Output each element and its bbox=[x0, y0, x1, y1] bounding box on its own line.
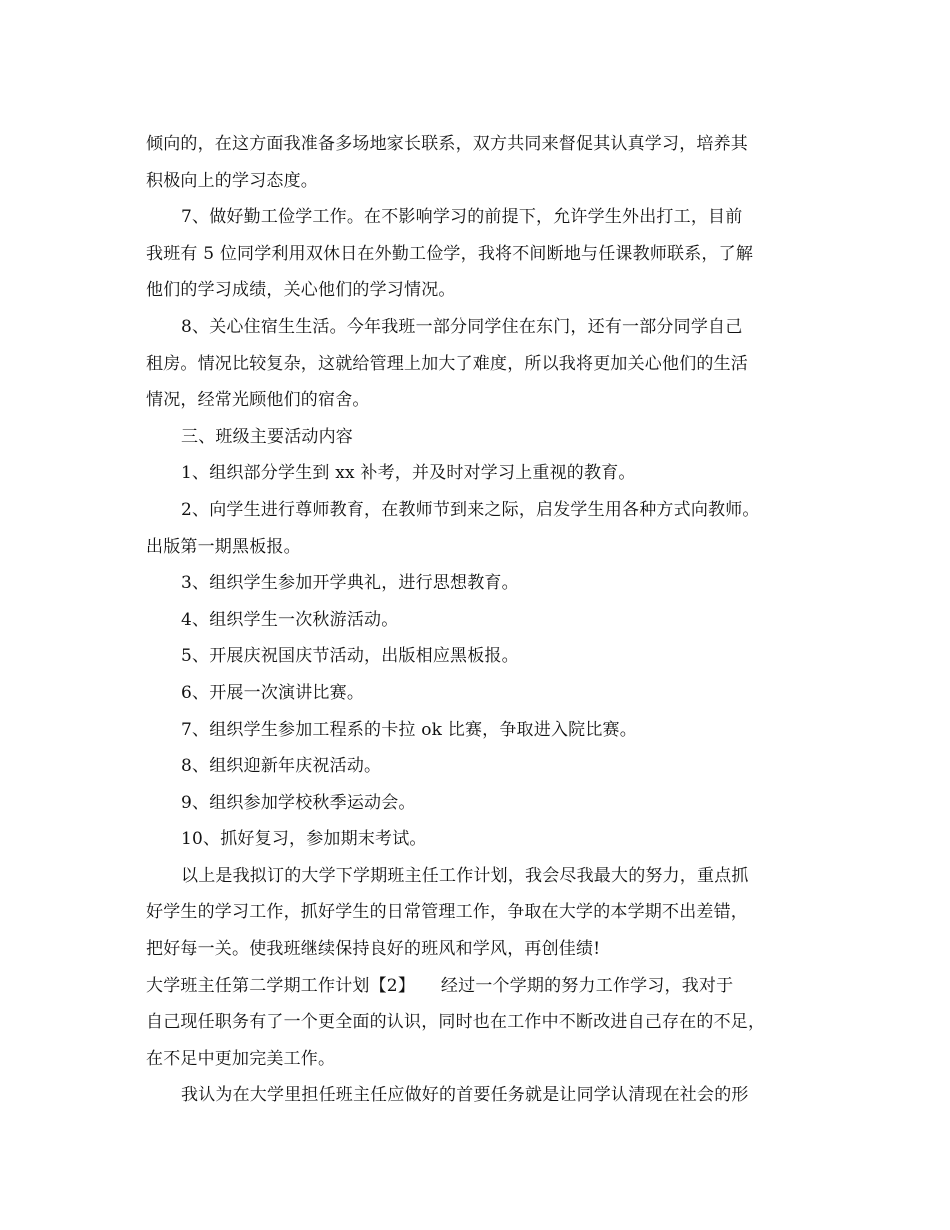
text-line: 自己现任职务有了一个更全面的认识，同时也在工作中不断改进自己存在的不足， bbox=[146, 1012, 766, 1033]
text-line: 7、做好勤工俭学工作。在不影响学习的前提下，允许学生外出打工，目前 bbox=[181, 207, 743, 228]
list-item: 7、组织学生参加工程系的卡拉 ok 比赛，争取进入院比赛。 bbox=[181, 719, 637, 740]
text-line: 以上是我拟订的大学下学期班主任工作计划，我会尽我最大的努力，重点抓 bbox=[181, 865, 749, 886]
text-line: 情况，经常光顾他们的宿舍。 bbox=[146, 390, 370, 411]
text-line: 积极向上的学习态度。 bbox=[146, 170, 318, 191]
text-line: 他们的学习成绩，关心他们的学习情况。 bbox=[146, 280, 456, 301]
list-item: 6、开展一次演讲比赛。 bbox=[181, 682, 365, 703]
list-item: 4、组织学生一次秋游活动。 bbox=[181, 609, 399, 630]
text-line: 倾向的，在这方面我准备多场地家长联系，双方共同来督促其认真学习，培养其 bbox=[146, 134, 748, 154]
text-line: 好学生的学习工作，抓好学生的日常管理工作，争取在大学的本学期不出差错， bbox=[146, 902, 748, 923]
document-body bbox=[146, 126, 816, 1114]
text-line: 8、关心住宿生生活。今年我班一部分同学住在东门，还有一部分同学自己 bbox=[181, 316, 743, 337]
list-item: 3、组织学生参加开学典礼，进行思想教育。 bbox=[181, 573, 519, 594]
text-line: 我认为在大学里担任班主任应做好的首要任务就是让同学认清现在社会的形 bbox=[181, 1085, 749, 1106]
list-item: 5、开展庆祝国庆节活动，出版相应黑板报。 bbox=[181, 646, 519, 667]
list-item: 2、向学生进行尊师教育，在教师节到来之际，启发学生用各种方式向教师。 bbox=[181, 499, 760, 520]
section-title-line: 大学班主任第二学期工作计划【2】 经过一个学期的努力工作学习，我对于 bbox=[146, 975, 734, 996]
text-line: 租房。情况比较复杂，这就给管理上加大了难度，所以我将更加关心他们的生活 bbox=[146, 353, 748, 374]
text-line: 在不足中更加完美工作。 bbox=[146, 1048, 336, 1069]
section-heading: 三、班级主要活动内容 bbox=[181, 426, 353, 447]
text-line: 出版第一期黑板报。 bbox=[146, 536, 301, 557]
text-line: 把好每一关。使我班继续保持良好的班风和学风，再创佳绩! bbox=[146, 939, 601, 960]
list-item: 1、组织部分学生到 xx 补考，并及时对学习上重视的教育。 bbox=[181, 463, 636, 484]
list-item: 9、组织参加学校秋季运动会。 bbox=[181, 792, 416, 813]
text-line: 我班有 5 位同学利用双休日在外勤工俭学，我将不间断地与任课教师联系，了解 bbox=[146, 243, 754, 264]
list-item: 8、组织迎新年庆祝活动。 bbox=[181, 756, 382, 777]
list-item: 10、抓好复习，参加期末考试。 bbox=[181, 829, 427, 850]
